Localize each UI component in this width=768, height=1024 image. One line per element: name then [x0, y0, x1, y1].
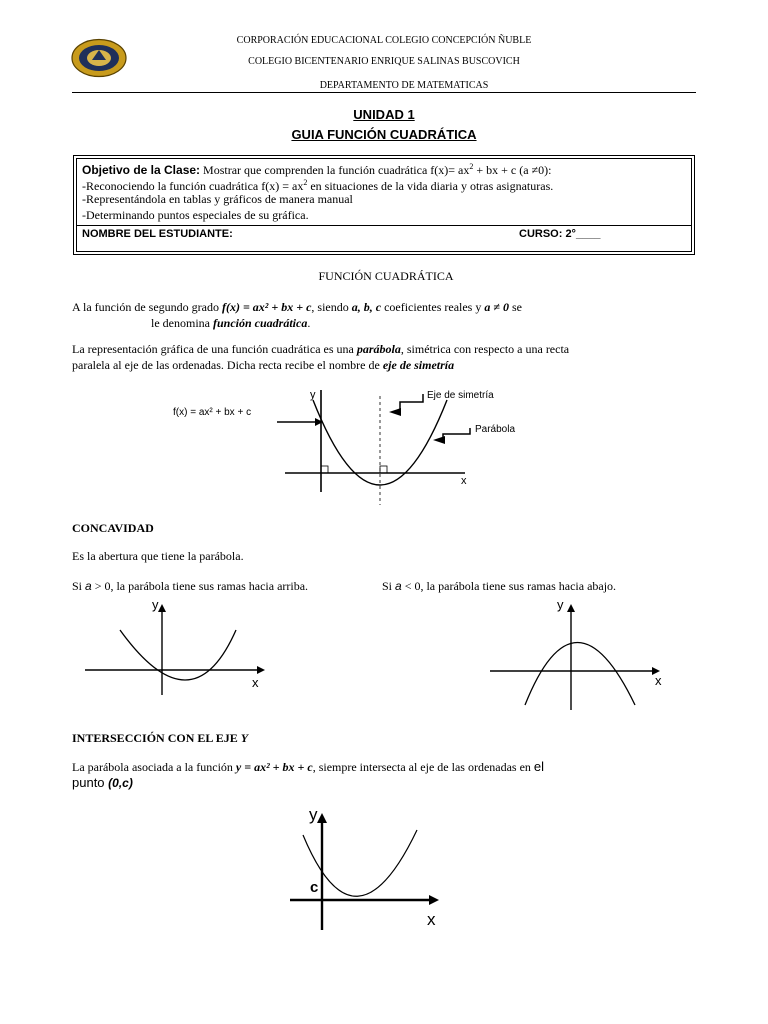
concavity-definition: Es la abertura que tiene la parábola.: [72, 549, 244, 563]
header-rule: [72, 92, 696, 93]
concavity-down-text: Si a < 0, la parábola tiene sus ramas hacia abajo.: [382, 579, 617, 593]
concavity-title: CONCAVIDAD: [72, 521, 154, 535]
svg-text:x: x: [655, 673, 662, 688]
x-label: x: [461, 475, 467, 487]
header-department: DEPARTAMENTO DE MATEMATICAS: [319, 80, 489, 91]
intersection-line: punto (0,c): [72, 775, 133, 790]
svg-text:x: x: [427, 910, 436, 929]
course-label: CURSO: 2°____: [519, 228, 601, 240]
y-intercept-graph: [265, 800, 455, 935]
concave-down-graph: [485, 595, 685, 715]
c-label: c: [310, 879, 319, 896]
unit-title: UNIDAD 1: [353, 107, 415, 122]
representation-line: paralela al eje de las ordenadas. Dicha recta recibe el nombre de eje de simetría: [72, 358, 455, 372]
parabola-label: Parábola: [475, 424, 516, 435]
representation-line: La representación gráfica de una función cuadrática es una parábola, simétrica con respecto a una recta: [72, 342, 570, 356]
formula-label: f(x) = ax² + bx + c: [173, 407, 252, 418]
svg-text:y: y: [152, 597, 159, 612]
concavity-up-text: Si a > 0, la parábola tiene sus ramas hacia arriba.: [72, 579, 309, 593]
objective-label: Objetivo de la Clase:: [82, 163, 201, 177]
objective-item: -Reconociendo la función cuadrática $f(x) = ax^2$ en situaciones de la vida diaria y otras asignaturas.: [82, 178, 554, 193]
definition-line: le denomina función cuadrática.: [151, 316, 311, 330]
symmetry-label: Eje de simetría: [427, 390, 494, 401]
parabola-diagram: [165, 380, 545, 510]
y-label: y: [310, 389, 316, 401]
objective-item: -Determinando puntos especiales de su gráfica.: [82, 208, 309, 222]
guide-title: GUIA FUNCIÓN CUADRÁTICA: [291, 127, 477, 142]
objective-box: [73, 155, 695, 255]
definition-line: A la función de segundo grado f(x) = ax² + bx + c, siendo a, b, c coeficientes reales y a ≠ 0 se: [72, 300, 522, 314]
header-institution: CORPORACIÓN EDUCACIONAL COLEGIO CONCEPCIÓN ÑUBLE: [236, 35, 532, 46]
svg-text:x: x: [252, 675, 259, 690]
svg-text:y: y: [557, 597, 564, 612]
student-name-label: NOMBRE DEL ESTUDIANTE:: [82, 228, 233, 240]
intersection-line: La parábola asociada a la función y = ax² + bx + c, siempre intersecta al eje de las ordenadas en el: [72, 759, 545, 774]
concave-up-graph: [80, 595, 280, 700]
intersection-title: INTERSECCIÓN CON EL EJE Y: [72, 731, 249, 745]
header-school: COLEGIO BICENTENARIO ENRIQUE SALINAS BUSCOVICH: [248, 56, 520, 67]
section-title: FUNCIÓN CUADRÁTICA: [318, 269, 454, 283]
svg-text:y: y: [309, 805, 318, 824]
objective-line: Objetivo de la Clase: Mostrar que comprenden la función cuadrática $f(x)= ax^2$ + bx + c (a ≠0):: [82, 162, 552, 177]
objective-item: -Representándola en tablas y gráficos de manera manual: [82, 192, 353, 206]
